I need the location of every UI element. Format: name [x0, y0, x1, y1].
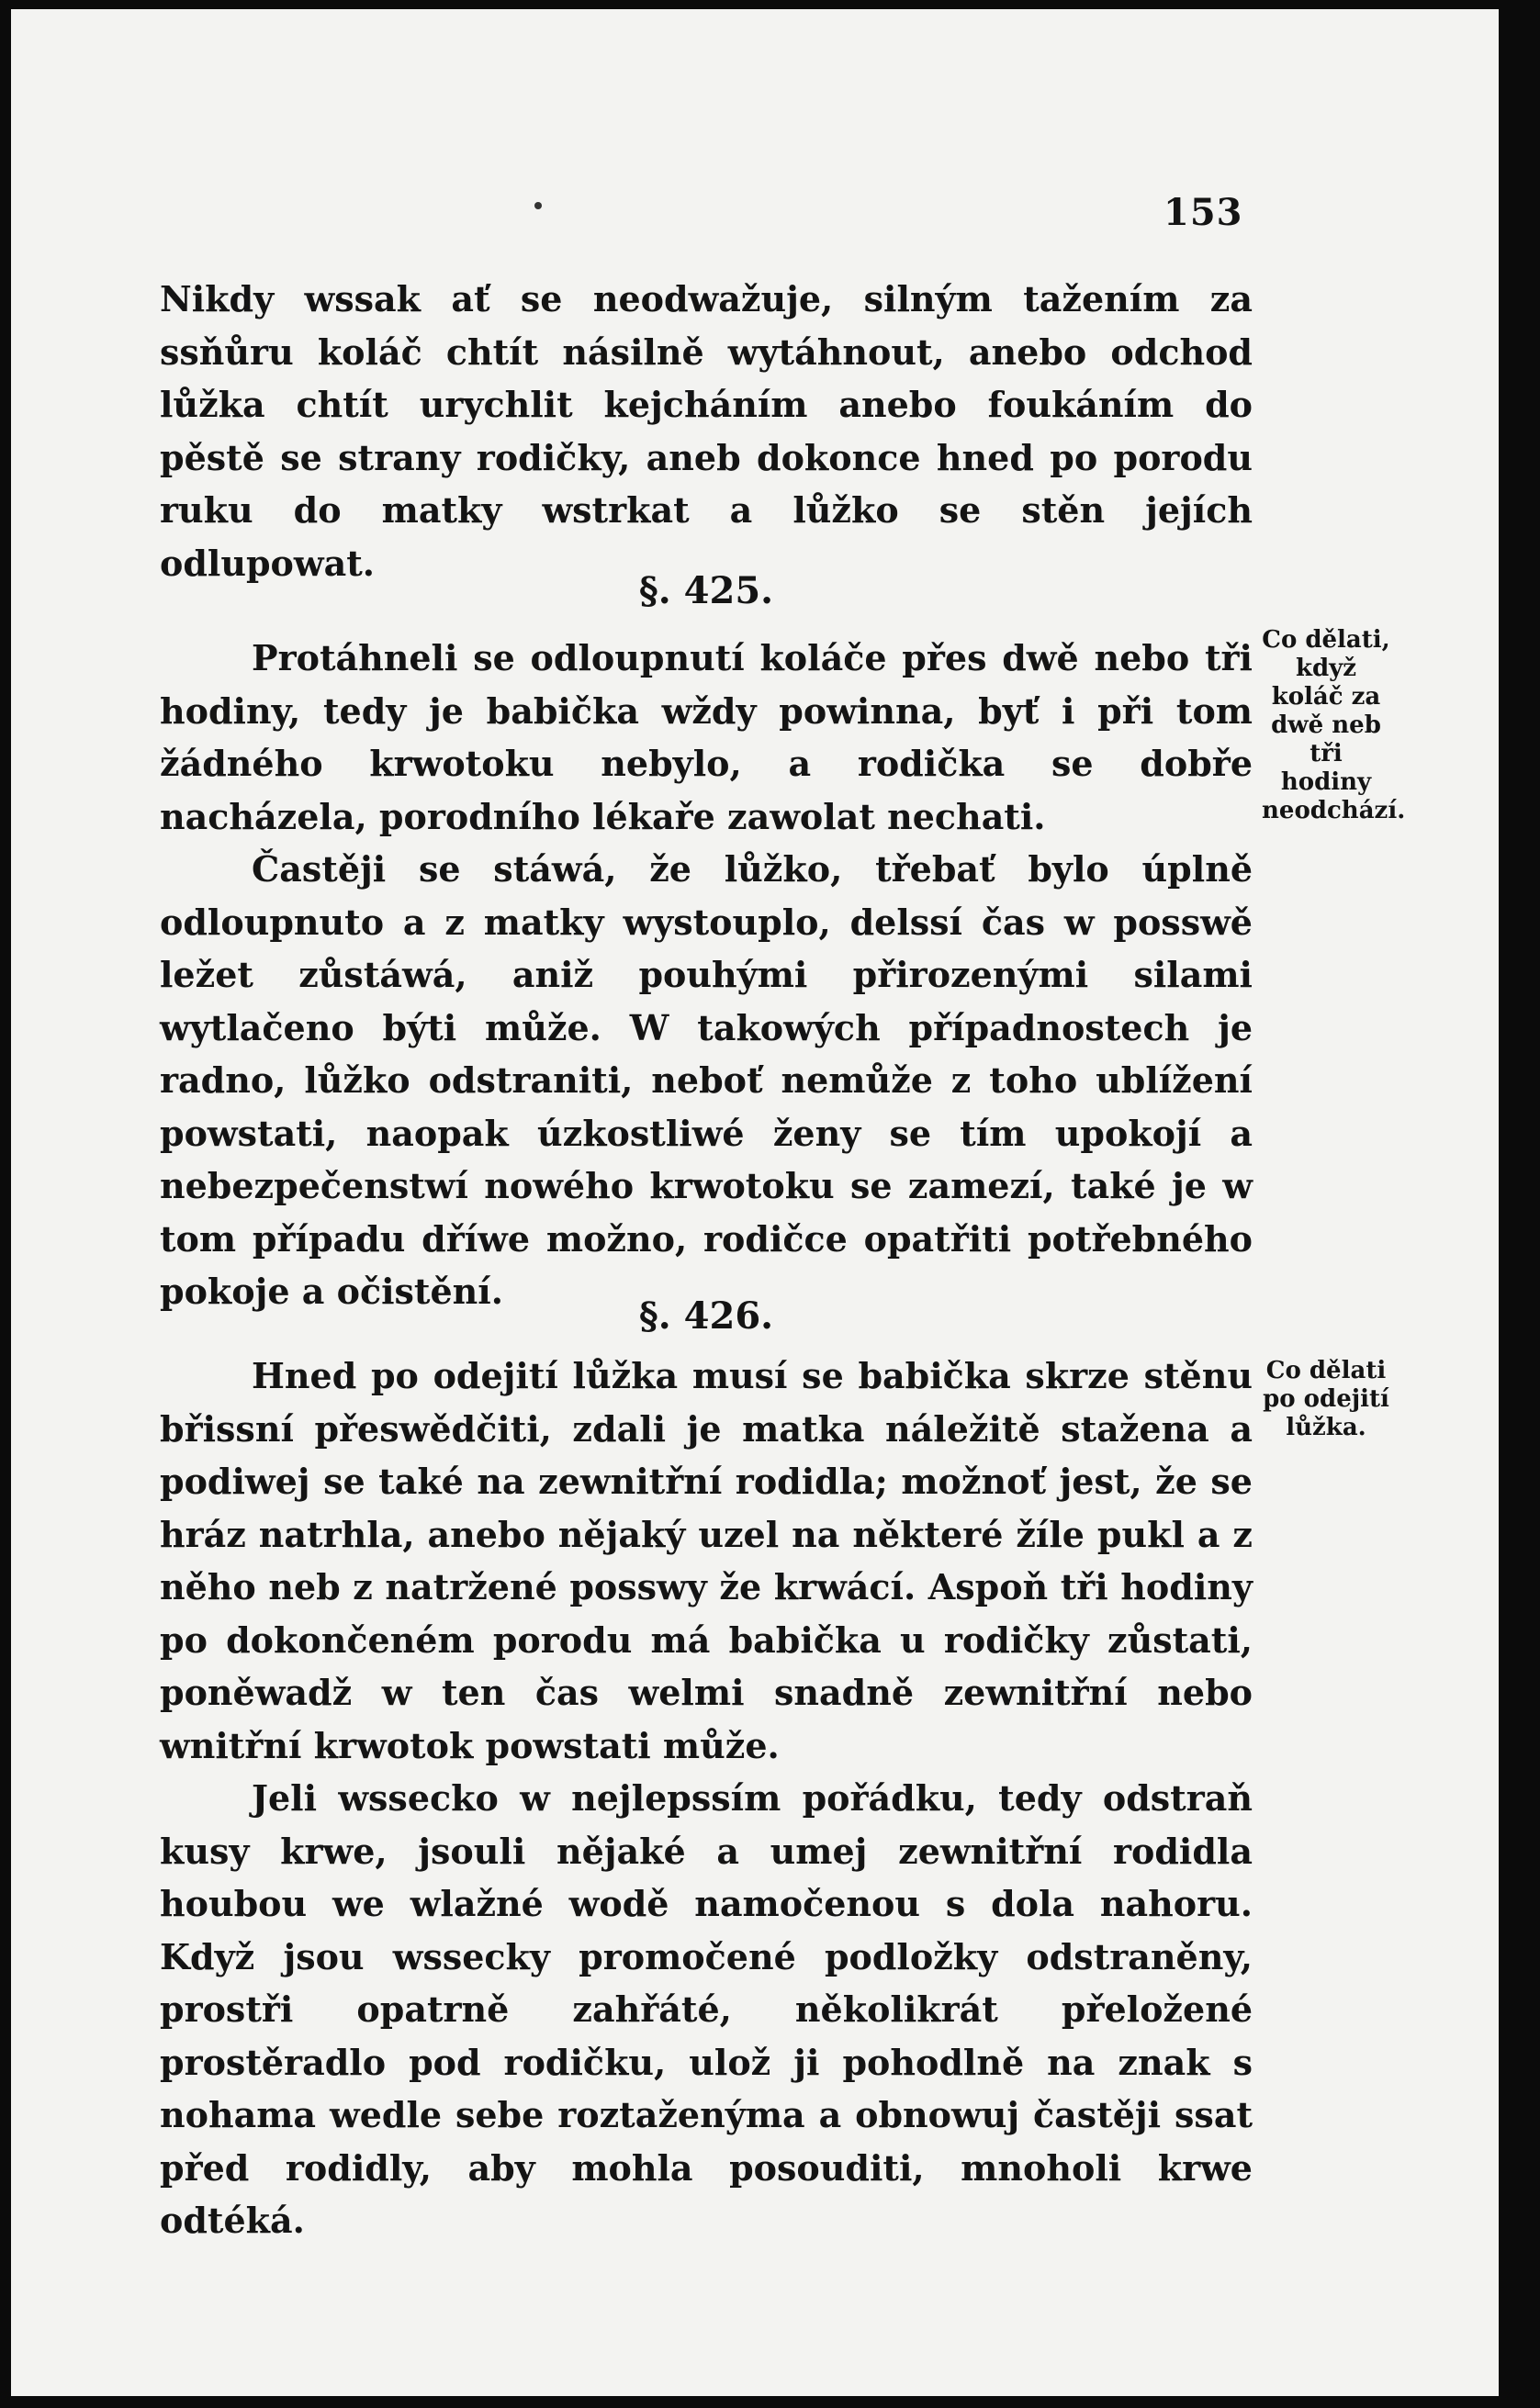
opening-paragraph-block	[160, 273, 1253, 589]
paragraph-jeli: Jeli wssecko w nejlepssím pořádku, tedy odstraň kusy krwe, jsouli nějaké a umej zewnitřní rodidla houbou we wlažné wodě namočenou s dola nahoru. Když jsou wssecky promočené podložky odstraněny, prostři opatrně zahřáté, několikrát přeložené prostěradlo pod rodičku, ulož ji pohodlně na znak s nohama wedle sebe roztaženýma a obnowuj častěji ssat před rodidly, aby mohla posouditi, mnoholi krwe odtéká.	[160, 1777, 1253, 2241]
margin-note-426: Co dělati po odejití lůžka.	[1263, 1357, 1389, 1441]
ink-speck	[534, 202, 542, 209]
paragraph-protahneli: Protáhneli se odloupnutí koláče přes dwě nebo tři hodiny, tedy je babička wždy powinna, byť i při tom žádného krwotoku nebylo, a rodička se dobře nacházela, porodního lékaře zawolat nechati.	[160, 637, 1253, 837]
paragraph-nikdy: Nikdy wssak ať se neodwažuje, silným tažením za ssňůru koláč chtít násilně wytáhnout, anebo odchod lůžka chtít urychlit kejcháním anebo foukáním do pěstě se strany rodičky, aneb dokonce hned po porodu ruku do matky wstrkat a lůžko se stěn jejích odlupowat.	[160, 278, 1253, 584]
section-heading-425: §. 425.	[638, 569, 774, 612]
paragraph-casteji: Častěji se stáwá, že lůžko, třebať bylo úplně odloupnuto a z matky wystouplo, delssí čas w posswě ležet zůstáwá, aniž pouhými přirozenými silami wytlačeno býti může. W takowých případnostech je radno, lůžko odstraniti, neboť nemůže z toho ublížení powstati, naopak úzkostliwé ženy se tím upokojí a nebezpečenstwí nowého krwotoku se zamezí, také je w tom případu dříwe možno, rodičce opatřiti potřebného pokoje a očistění.	[160, 848, 1253, 1312]
section-425-body	[160, 632, 1253, 1318]
margin-note-425: Co dělati, když koláč za dwě neb tři hodiny neodchází.	[1262, 626, 1406, 824]
section-426-body	[160, 1350, 1253, 2247]
section-heading-426: §. 426.	[638, 1294, 774, 1338]
paragraph-hned: Hned po odejití lůžka musí se babička skrze stěnu břissní přeswědčiti, zdali je matka náležitě stažena a podiwej se také na zewnitřní rodidla; možnoť jest, že se hráz natrhla, anebo nějaký uzel na některé žíle pukl a z něho neb z natržené posswy že krwácí. Aspoň tři hodiny po dokončeném porodu má babička u rodičky zůstati, poněwadž w ten čas welmi snadně zewnitřní nebo wnitřní krwotok powstati může.	[160, 1355, 1253, 1766]
page-number: 153	[1163, 191, 1243, 234]
book-page	[11, 9, 1499, 2396]
